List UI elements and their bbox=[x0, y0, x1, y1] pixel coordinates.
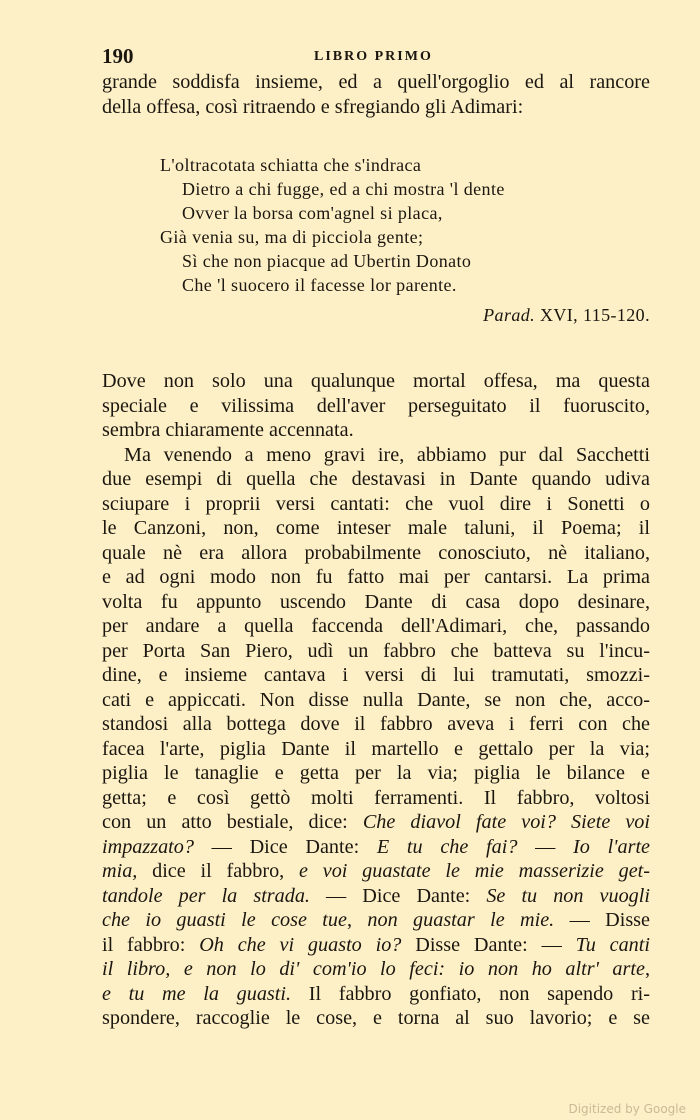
quoted-speech: E tu che fai? bbox=[376, 835, 518, 858]
text-line: grande soddisfa insieme, ed a quell'orgoglio ed al rancore bbox=[102, 71, 650, 93]
text-run: , bbox=[346, 909, 368, 931]
text-line: Ma venendo a meno gravi ire, abbiamo pur dal Sacchetti bbox=[124, 443, 650, 466]
citation-reference: XVI, 115-120. bbox=[539, 305, 650, 325]
text-run: dice il fabbro, bbox=[137, 860, 299, 882]
paragraph bbox=[102, 369, 650, 443]
page-number: 190 bbox=[102, 44, 134, 68]
text-line bbox=[102, 835, 650, 860]
quoted-speech: Io l'arte bbox=[573, 835, 651, 858]
text-line: e ad ogni modo non fu fatto mai per cantarsi. La prima bbox=[102, 566, 650, 588]
text-line: standosi alla bottega dove il fabbro aveva i ferri con che bbox=[102, 713, 650, 735]
text-run: — Disse bbox=[554, 909, 650, 931]
text-line: speciale e vilissima dell'aver perseguitato il fuoruscito, bbox=[102, 394, 650, 417]
quoted-speech: impazzato? bbox=[102, 835, 194, 858]
book-page bbox=[102, 44, 650, 1031]
text-line: volta fu appunto uscendo Dante di casa dopo desinare, bbox=[102, 590, 650, 613]
text-line: Dove non solo una qualunque mortal offesa, ma questa bbox=[102, 370, 650, 392]
text-run: Disse Dante: — bbox=[401, 933, 576, 956]
text-run: , bbox=[644, 958, 650, 980]
text-line: per andare a quella faccenda dell'Adimari, che, passando bbox=[102, 615, 650, 637]
text-line: facea l'arte, piglia Dante il martello e gettalo per la via; bbox=[102, 737, 650, 760]
scan-watermark: Digitized by Google bbox=[568, 1102, 686, 1116]
quoted-speech: Che diavol fate voi? Siete voi bbox=[362, 811, 651, 833]
quoted-speech: Tu canti bbox=[575, 933, 650, 956]
text-line: quale nè era allora probabilmente conosciuto, nè italiano, bbox=[102, 541, 650, 564]
text-line: piglia le tanaglie e getta per la via; piglia le bilance e bbox=[102, 762, 650, 784]
running-title: LIBRO PRIMO bbox=[314, 49, 433, 64]
quoted-speech: e tu me la guasti. bbox=[102, 982, 292, 1005]
text-line: della offesa, così ritraendo e sfregiando gli Adimari: bbox=[102, 95, 524, 118]
quoted-speech: mia, bbox=[102, 860, 138, 882]
quoted-speech: il libro, e non lo di' com'io lo feci: io non ho altr' arte bbox=[102, 958, 645, 980]
verse-line: Dietro a chi fugge, ed a chi mostra 'l dente bbox=[182, 179, 505, 199]
verse-line: Sì che non piacque ad Ubertin Donato bbox=[182, 251, 472, 271]
quoted-speech: che io guasti le cose tue bbox=[102, 909, 347, 931]
text-line: sciupare i proprii versi cantati: che vuol dire i Sonetti o bbox=[102, 492, 650, 515]
quoted-speech: e voi guastate le mie masserizie get- bbox=[299, 860, 650, 882]
text-line: getta; e così gettò molti ferramenti. Il fabbro, voltosi bbox=[102, 786, 650, 809]
text-line: due esempi di quella che destavasi in Dante quando udiva bbox=[102, 468, 650, 490]
text-run: — Dice Dante: bbox=[309, 884, 487, 907]
text-run: — Dice Dante: bbox=[193, 835, 377, 858]
text-run: con un atto bestiale, dice: bbox=[102, 811, 363, 833]
quoted-speech: non guastar le mie. bbox=[367, 909, 555, 931]
text-line: dine, e insieme cantava i versi di lui tramutati, smozzi- bbox=[102, 664, 650, 686]
text-line bbox=[102, 859, 650, 884]
verse-citation bbox=[102, 303, 650, 327]
text-run: — bbox=[517, 835, 574, 858]
text-line bbox=[102, 933, 650, 958]
text-line bbox=[102, 982, 650, 1007]
verse-quotation bbox=[102, 153, 650, 297]
quoted-speech: tandole per la strada. bbox=[102, 884, 310, 907]
text-run: Il fabbro gonfiato, non sapendo ri- bbox=[291, 982, 651, 1005]
body-text bbox=[102, 369, 650, 1031]
text-line bbox=[102, 810, 650, 835]
paragraph bbox=[102, 443, 650, 1031]
quoted-speech: Oh che vi guasto io? bbox=[199, 933, 402, 956]
text-line bbox=[102, 957, 650, 982]
citation-work: Parad. bbox=[483, 305, 536, 325]
text-line bbox=[102, 908, 650, 933]
intro-paragraph bbox=[102, 70, 650, 119]
text-line: per Porta San Piero, udì un fabbro che batteva su l'incu- bbox=[102, 639, 650, 662]
text-line: sembra chiaramente accennata. bbox=[102, 419, 354, 441]
running-head bbox=[102, 44, 650, 70]
verse-line: Ovver la borsa com'agnel si placa, bbox=[182, 203, 443, 223]
quoted-speech: Se tu non vuogli bbox=[486, 884, 650, 907]
text-line: spondere, raccoglie le cose, e torna al suo lavorio; e se bbox=[102, 1007, 650, 1029]
text-line: cati e appiccati. Non disse nulla Dante, se non che, acco- bbox=[102, 688, 650, 711]
verse-line: L'oltracotata schiatta che s'indraca bbox=[160, 155, 422, 175]
text-run: il fabbro: bbox=[102, 933, 200, 956]
text-line bbox=[102, 884, 650, 909]
text-line: le Canzoni, non, come inteser male taluni, il Poema; il bbox=[102, 517, 650, 539]
verse-line: Già venia su, ma di picciola gente; bbox=[160, 227, 424, 247]
verse-line: Che 'l suocero il facesse lor parente. bbox=[182, 275, 457, 295]
